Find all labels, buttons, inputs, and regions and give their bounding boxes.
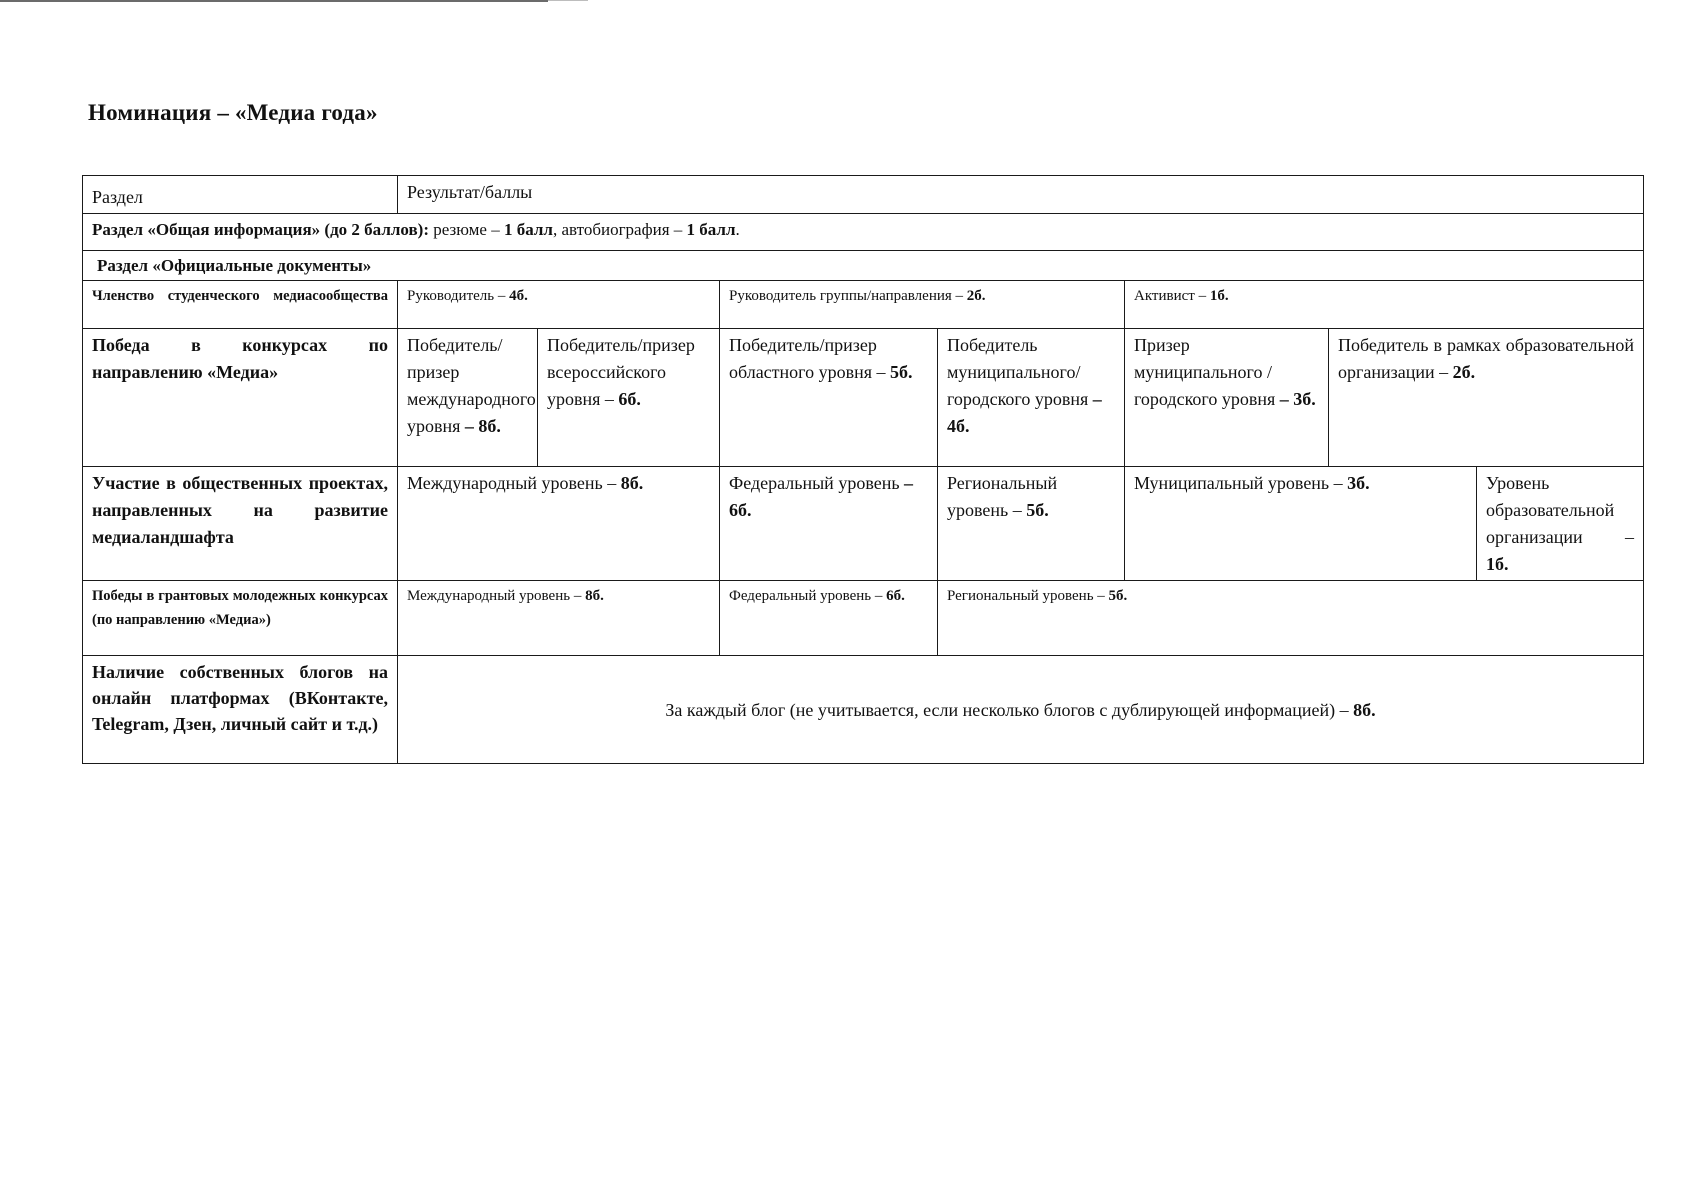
grants-regional-cell	[938, 581, 1644, 656]
grants-regional-score: 5б.	[1108, 588, 1128, 604]
projects-municipal-cell	[1125, 467, 1477, 581]
grants-federal-score: 6б.	[886, 588, 905, 604]
general-info-text-2: , автобиография –	[552, 220, 687, 239]
membership-activist-score: 1б.	[1209, 288, 1229, 304]
blogs-label-cell	[83, 656, 398, 764]
contests-allrussian-cell	[538, 329, 720, 467]
contests-label-cell	[83, 329, 398, 467]
contests-allrussian-score: 6б.	[618, 389, 641, 409]
general-info-label: Раздел «Общая информация» (до 2 баллов):	[92, 220, 429, 239]
membership-leader-text: Руководитель –	[407, 288, 510, 304]
contests-regional-score: 5б.	[890, 362, 913, 382]
contests-municipal-prize-cell	[1125, 329, 1329, 467]
general-info-score-2: 1 балл	[686, 220, 736, 239]
grants-label: Победы в грантовых молодежных конкурсах (по направлению «Медиа»)	[92, 588, 388, 628]
official-docs-row	[83, 251, 1644, 281]
general-info-text-3: .	[735, 220, 740, 239]
projects-row	[83, 467, 1644, 581]
projects-org-cell	[1477, 467, 1644, 581]
contests-international-text: Победитель/призер международного уровня	[407, 335, 536, 436]
scan-edge-line-faint	[548, 0, 588, 1]
blogs-score: 8б.	[1353, 699, 1376, 720]
projects-municipal-text: Муниципальный уровень –	[1134, 473, 1348, 493]
general-info-row	[83, 214, 1644, 251]
blogs-cell	[398, 656, 1644, 764]
document-title: Номинация – «Медиа года»	[88, 100, 378, 125]
contests-international-score: – 8б.	[464, 416, 501, 436]
membership-label: Членство студенческого медиасообщества	[92, 288, 388, 304]
grants-federal-cell	[720, 581, 938, 656]
contests-org-cell	[1329, 329, 1644, 467]
membership-leader-score: 4б.	[509, 288, 528, 304]
membership-activist-text: Активист –	[1134, 288, 1210, 304]
projects-regional-text: Региональный уровень –	[947, 473, 1058, 520]
membership-label-cell	[83, 281, 398, 329]
general-info-text-1: резюме –	[428, 220, 504, 239]
header-result-label: Результат/баллы	[407, 182, 533, 202]
grants-label-cell	[83, 581, 398, 656]
projects-org-text: Уровень образовательной организации	[1486, 473, 1626, 547]
blogs-label: Наличие собственных блогов на онлайн платформах (ВКонтакте, Telegram, Дзен, личный сайт и т.д.)	[92, 662, 388, 734]
criteria-table	[82, 175, 1644, 764]
projects-label-cell	[83, 467, 398, 581]
contests-regional-text: Победитель/призер областного уровня –	[729, 335, 891, 382]
general-info-cell	[83, 214, 1644, 251]
blogs-row	[83, 656, 1644, 764]
projects-regional-cell	[938, 467, 1125, 581]
grants-international-score: 8б.	[585, 588, 604, 604]
projects-regional-score: 5б.	[1026, 500, 1049, 520]
contests-org-score: 2б.	[1452, 362, 1476, 382]
membership-activist-cell	[1125, 281, 1644, 329]
header-section-label: Раздел	[92, 187, 143, 207]
projects-international-text: Международный уровень –	[407, 473, 621, 493]
header-section-cell	[83, 176, 398, 214]
grants-international-text: Международный уровень –	[407, 588, 586, 604]
scan-edge-line	[0, 0, 548, 2]
projects-international-score: 8б.	[620, 473, 644, 493]
blogs-text: За каждый блог (не учитывается, если несколько блогов с дублирующей информацией) –	[665, 699, 1354, 720]
membership-group-leader-text: Руководитель группы/направления –	[729, 288, 967, 304]
contests-municipal-winner-text: Победитель муниципального/городского уровня	[947, 335, 1093, 409]
membership-group-leader-cell	[720, 281, 1125, 329]
contests-international-cell	[398, 329, 538, 467]
projects-org-dash: –	[1625, 527, 1635, 547]
contests-regional-cell	[720, 329, 938, 467]
contests-label: Победа в конкурсах по направлению «Медиа»	[92, 335, 388, 382]
grants-federal-text: Федеральный уровень –	[729, 588, 887, 604]
official-docs-cell	[83, 251, 1644, 281]
projects-federal-cell	[720, 467, 938, 581]
contests-municipal-prize-score: – 3б.	[1279, 389, 1316, 409]
contests-org-text: Победитель в рамках образовательной организации –	[1338, 335, 1635, 382]
general-info-score-1: 1 балл	[503, 220, 553, 239]
projects-federal-score: – 6б.	[729, 473, 914, 520]
projects-federal-text: Федеральный уровень	[729, 473, 905, 493]
membership-leader-cell	[398, 281, 720, 329]
contests-municipal-winner-score: – 4б.	[947, 389, 1102, 436]
table-header-row	[83, 176, 1644, 214]
contests-row	[83, 329, 1644, 467]
official-docs-label: Раздел «Официальные документы»	[97, 256, 372, 275]
projects-municipal-score: 3б.	[1347, 473, 1370, 493]
contests-municipal-winner-cell	[938, 329, 1125, 467]
membership-row	[83, 281, 1644, 329]
projects-label: Участие в общественных проектах, направленных на развитие медиаландшафта	[92, 473, 388, 547]
contests-allrussian-text: Победитель/призер всероссийского уровня –	[547, 335, 695, 409]
header-result-cell	[398, 176, 1644, 214]
grants-international-cell	[398, 581, 720, 656]
projects-international-cell	[398, 467, 720, 581]
contests-municipal-prize-text: Призер муниципального /городского уровня	[1134, 335, 1280, 409]
membership-group-leader-score: 2б.	[966, 288, 986, 304]
grants-regional-text: Региональный уровень –	[947, 588, 1109, 604]
grants-row	[83, 581, 1644, 656]
projects-org-score: 1б.	[1486, 554, 1509, 574]
